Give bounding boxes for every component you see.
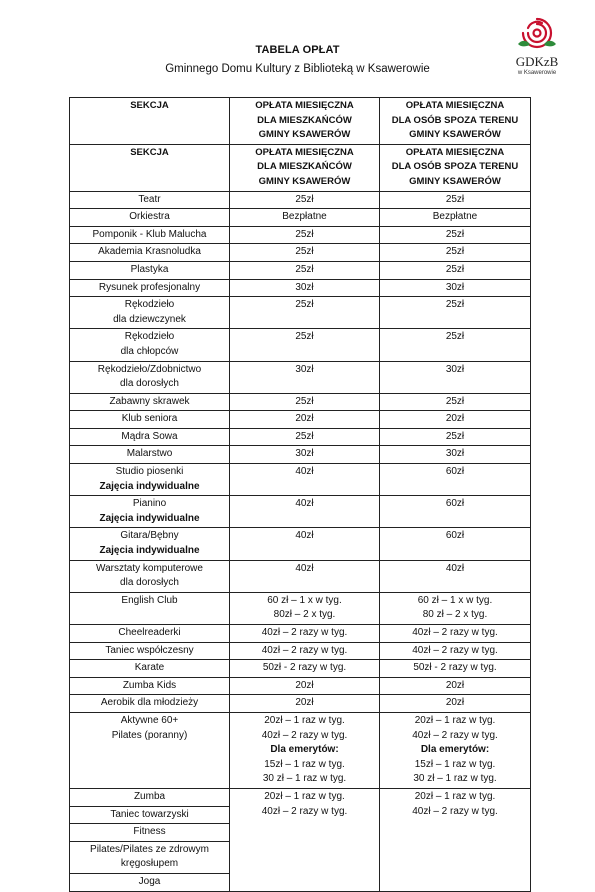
section-name: [70, 660, 230, 678]
section-name: [70, 411, 230, 429]
cell-line: Dla emerytów:: [270, 744, 339, 756]
fee-residents: [230, 788, 380, 891]
cell-line: OPŁATA MIESIĘCZNA: [255, 146, 354, 158]
cell-line: 20zł: [295, 697, 314, 709]
header-residents: [230, 144, 380, 191]
cell-line: 25zł: [445, 299, 465, 311]
section-name: [70, 712, 230, 788]
fee-non-residents: [380, 560, 531, 592]
cell-line: Bezpłatne: [432, 211, 478, 223]
fee-non-residents: [380, 695, 531, 713]
section-note: Zajęcia indywidualne: [99, 480, 200, 492]
table-row: [70, 642, 531, 660]
cell-line: Zumba Kids: [122, 679, 177, 691]
header-section: SEKCJA: [70, 144, 230, 191]
cell-line: Teatr: [138, 193, 161, 205]
cell-line: dla dziewczynek: [113, 313, 186, 325]
cell-line: 50zł - 2 razy w tyg.: [262, 662, 347, 674]
fee-residents: [230, 244, 380, 262]
cell-line: 25zł: [295, 430, 314, 442]
fee-non-residents: [380, 428, 531, 446]
gdkzb-logo: [506, 14, 568, 80]
cell-line: Aerobik dla młodzieży: [100, 697, 199, 709]
section-name: [70, 361, 230, 393]
fee-non-residents: [380, 642, 531, 660]
fee-non-residents: [380, 788, 531, 891]
cell-line: 40zł – 2 razy w tyg.: [261, 805, 348, 817]
cell-line: 25zł: [445, 395, 465, 407]
cell-line: English Club: [121, 594, 178, 606]
table-row: [70, 592, 531, 624]
header-non-residents: [380, 98, 531, 145]
cell-line: GMINY KSAWERÓW: [258, 129, 351, 141]
table-row: [70, 209, 531, 227]
cell-line: Rękodzieło/Zdobnictwo: [97, 363, 202, 375]
fee-non-residents: [380, 191, 531, 209]
cell-line: Taniec współczesny: [105, 644, 194, 656]
fee-residents: [230, 411, 380, 429]
header-non-residents: [380, 144, 531, 191]
table-row: [70, 712, 531, 788]
cell-line: dla dorosłych: [120, 577, 179, 589]
cell-line: 30zł: [295, 363, 314, 375]
section-name: [70, 788, 230, 806]
cell-line: 40zł: [295, 530, 314, 542]
cell-line: 30 zł – 1 raz w tyg.: [413, 773, 497, 785]
section-name: [70, 806, 230, 824]
section-name: [70, 279, 230, 297]
table-row: [70, 279, 531, 297]
cell-line: 20zł – 1 raz w tyg.: [414, 714, 496, 726]
table-row: [70, 191, 531, 209]
fee-non-residents: [380, 712, 531, 788]
fee-non-residents: [380, 244, 531, 262]
section-name: [70, 642, 230, 660]
section-name: [70, 873, 230, 891]
section-name: [70, 625, 230, 643]
section-name: [70, 244, 230, 262]
cell-line: 20zł – 1 raz w tyg.: [264, 714, 345, 726]
table-row: [70, 393, 531, 411]
cell-line: 40zł: [295, 498, 314, 510]
section-name: [70, 824, 230, 842]
section-name: [70, 592, 230, 624]
cell-line: Klub seniora: [121, 413, 178, 425]
cell-line: 25zł: [445, 246, 465, 258]
header-row: [70, 144, 531, 191]
section-note: Zajęcia indywidualne: [99, 512, 200, 524]
table-row: [70, 226, 531, 244]
cell-line: Pomponik - Klub Malucha: [92, 228, 207, 240]
cell-line: 20zł – 1 raz w tyg.: [414, 790, 496, 802]
cell-line: 25zł: [295, 395, 314, 407]
fee-residents: [230, 642, 380, 660]
fee-table: [69, 97, 531, 892]
section-name: [70, 528, 230, 560]
cell-line: 30zł: [295, 448, 314, 460]
cell-line: DLA MIESZKAŃCÓW: [257, 114, 352, 126]
table-row: [70, 464, 531, 496]
cell-line: 25zł: [295, 299, 314, 311]
cell-line: GMINY KSAWERÓW: [258, 175, 351, 187]
table-row: [70, 297, 531, 329]
cell-line: 40zł: [445, 562, 465, 574]
section-name: [70, 329, 230, 361]
cell-line: Zumba: [133, 790, 166, 802]
cell-line: GMINY KSAWERÓW: [409, 129, 501, 141]
fee-non-residents: [380, 660, 531, 678]
cell-line: 25zł: [445, 193, 465, 205]
fee-non-residents: [380, 677, 531, 695]
table-row: [70, 329, 531, 361]
fee-residents: [230, 428, 380, 446]
cell-line: 20zł: [295, 413, 314, 425]
fee-residents: [230, 660, 380, 678]
fee-non-residents: [380, 464, 531, 496]
cell-line: 20zł: [445, 697, 465, 709]
cell-line: 40zł – 2 razy w tyg.: [412, 805, 498, 817]
section-name: [70, 695, 230, 713]
cell-line: Joga: [138, 875, 161, 887]
cell-line: 15zł – 1 raz w tyg.: [414, 758, 496, 770]
section-name: [70, 464, 230, 496]
cell-line: Fitness: [133, 826, 166, 838]
table-row: [70, 625, 531, 643]
table-row: [70, 361, 531, 393]
cell-line: Studio piosenki: [115, 466, 184, 478]
fee-residents: [230, 560, 380, 592]
fee-residents: [230, 496, 380, 528]
fee-non-residents: [380, 261, 531, 279]
cell-line: Karate: [134, 662, 165, 674]
cell-line: Pilates (poranny): [111, 729, 188, 741]
page-subtitle: Gminnego Domu Kultury z Biblioteką w Ksawerowie: [165, 63, 430, 75]
cell-line: 40zł – 2 razy w tyg.: [261, 729, 348, 741]
table-row: [70, 428, 531, 446]
section-name: [70, 261, 230, 279]
page-title: TABELA OPŁAT: [255, 44, 340, 56]
cell-line: 20zł: [295, 679, 314, 691]
table-row: [70, 677, 531, 695]
cell-line: Taniec towarzyski: [110, 808, 189, 820]
cell-line: OPŁATA MIESIĘCZNA: [405, 100, 505, 111]
cell-line: 60zł: [445, 498, 465, 510]
section-name: [70, 841, 230, 873]
cell-line: dla dorosłych: [120, 378, 179, 390]
fee-residents: [230, 695, 380, 713]
cell-line: Rysunek profesjonalny: [98, 281, 201, 293]
cell-line: 20zł – 1 raz w tyg.: [264, 790, 345, 802]
cell-line: 20zł: [445, 679, 465, 691]
fee-residents: [230, 393, 380, 411]
cell-line: 25zł: [295, 228, 314, 240]
fee-non-residents: [380, 528, 531, 560]
cell-line: 50zł - 2 razy w tyg.: [413, 662, 497, 674]
cell-line: 40zł: [295, 562, 314, 574]
logo-text: GDKzB: [515, 54, 559, 69]
fee-residents: [230, 677, 380, 695]
cell-line: 30zł: [445, 363, 465, 375]
cell-line: Gitara/Bębny: [120, 530, 179, 542]
cell-line: Cheelreaderki: [118, 627, 181, 638]
fee-non-residents: [380, 592, 531, 624]
fee-non-residents: [380, 446, 531, 464]
cell-line: 30 zł – 1 raz w tyg.: [262, 773, 347, 785]
cell-line: Malarstwo: [126, 448, 173, 460]
table-row: [70, 660, 531, 678]
cell-line: 40zł – 2 razy w tyg.: [412, 729, 498, 741]
fee-residents: [230, 226, 380, 244]
cell-line: 60zł: [445, 530, 465, 542]
section-name: [70, 428, 230, 446]
cell-line: Warsztaty komputerowe: [96, 562, 203, 574]
section-name: [70, 496, 230, 528]
cell-line: 25zł: [295, 193, 314, 205]
cell-line: OPŁATA MIESIĘCZNA: [255, 100, 354, 111]
header-row: [70, 98, 531, 145]
fee-residents: [230, 592, 380, 624]
cell-line: 25zł: [445, 430, 465, 442]
table-row: [70, 244, 531, 262]
fee-non-residents: [380, 226, 531, 244]
table-row: [70, 788, 531, 806]
cell-line: 60 zł – 1 x w tyg.: [417, 594, 493, 606]
cell-line: 40zł – 2 razy w tyg.: [261, 627, 348, 638]
cell-line: DLA OSÓB SPOZA TERENU: [391, 161, 519, 173]
section-name: [70, 226, 230, 244]
cell-line: Pilates/Pilates ze zdrowym: [90, 843, 209, 855]
cell-line: 25zł: [295, 246, 314, 258]
section-name: [70, 209, 230, 227]
table-row: [70, 528, 531, 560]
table-row: [70, 695, 531, 713]
cell-line: 25zł: [445, 331, 465, 343]
fee-non-residents: [380, 361, 531, 393]
cell-line: 30zł: [295, 281, 314, 293]
table-row: [70, 560, 531, 592]
cell-line: 25zł: [445, 228, 465, 240]
cell-line: 40zł: [295, 466, 314, 478]
fee-non-residents: [380, 625, 531, 643]
fee-residents: [230, 191, 380, 209]
cell-line: 80zł – 2 x tyg.: [273, 609, 336, 621]
cell-line: 40zł – 2 razy w tyg.: [412, 644, 498, 656]
fee-residents: [230, 279, 380, 297]
cell-line: 60 zł – 1 x w tyg.: [267, 594, 342, 606]
section-name: [70, 191, 230, 209]
fee-non-residents: [380, 209, 531, 227]
fee-residents: [230, 446, 380, 464]
fee-non-residents: [380, 329, 531, 361]
fee-non-residents: [380, 411, 531, 429]
fee-residents: [230, 528, 380, 560]
cell-line: Rękodzieło: [124, 331, 175, 343]
fee-residents: [230, 209, 380, 227]
section-name: [70, 393, 230, 411]
cell-line: 80 zł – 2 x tyg.: [422, 609, 488, 621]
section-name: [70, 297, 230, 329]
cell-line: DLA MIESZKAŃCÓW: [257, 161, 352, 173]
fee-residents: [230, 361, 380, 393]
cell-line: Mądra Sowa: [121, 430, 178, 442]
cell-line: 40zł – 2 razy w tyg.: [261, 644, 348, 656]
cell-line: 15zł – 1 raz w tyg.: [264, 758, 345, 770]
rose-icon: [506, 14, 568, 56]
fee-non-residents: [380, 393, 531, 411]
cell-line: 25zł: [295, 331, 314, 343]
section-name: [70, 677, 230, 695]
cell-line: Orkiestra: [129, 211, 170, 223]
cell-line: Dla emerytów:: [420, 744, 490, 756]
cell-line: 25zł: [295, 263, 314, 275]
header-residents: [230, 98, 380, 145]
table-row: [70, 261, 531, 279]
cell-line: Zabawny skrawek: [109, 395, 190, 407]
table-row: [70, 496, 531, 528]
cell-line: 30zł: [445, 281, 465, 293]
fee-non-residents: [380, 279, 531, 297]
header-section: SEKCJA: [70, 98, 230, 145]
section-note: Zajęcia indywidualne: [99, 545, 200, 557]
cell-line: 20zł: [445, 413, 465, 425]
cell-line: Plastyka: [130, 263, 169, 275]
cell-line: 60zł: [445, 466, 465, 478]
cell-line: Aktywne 60+: [120, 714, 179, 726]
table-row: [70, 446, 531, 464]
cell-line: dla chłopców: [120, 345, 179, 357]
fee-residents: [230, 261, 380, 279]
fee-residents: [230, 712, 380, 788]
fee-residents: [230, 329, 380, 361]
table-row: [70, 411, 531, 429]
fee-residents: [230, 297, 380, 329]
cell-line: Rękodzieło: [124, 299, 175, 311]
cell-line: DLA OSÓB SPOZA TERENU: [391, 114, 519, 126]
cell-line: OPŁATA MIESIĘCZNA: [405, 146, 505, 158]
cell-line: Pianino: [132, 498, 167, 510]
cell-line: 30zł: [445, 448, 465, 460]
fee-residents: [230, 625, 380, 643]
cell-line: Akademia Krasnoludka: [98, 246, 201, 258]
section-name: [70, 446, 230, 464]
fee-non-residents: [380, 496, 531, 528]
section-name: [70, 560, 230, 592]
cell-line: Bezpłatne: [282, 211, 327, 223]
fee-residents: [230, 464, 380, 496]
cell-line: kręgosłupem: [120, 858, 179, 870]
cell-line: GMINY KSAWERÓW: [409, 175, 501, 187]
fee-non-residents: [380, 297, 531, 329]
logo-subtext: w Ksawerowie: [517, 70, 557, 76]
cell-line: 25zł: [445, 263, 465, 275]
cell-line: 40zł – 2 razy w tyg.: [412, 627, 498, 638]
